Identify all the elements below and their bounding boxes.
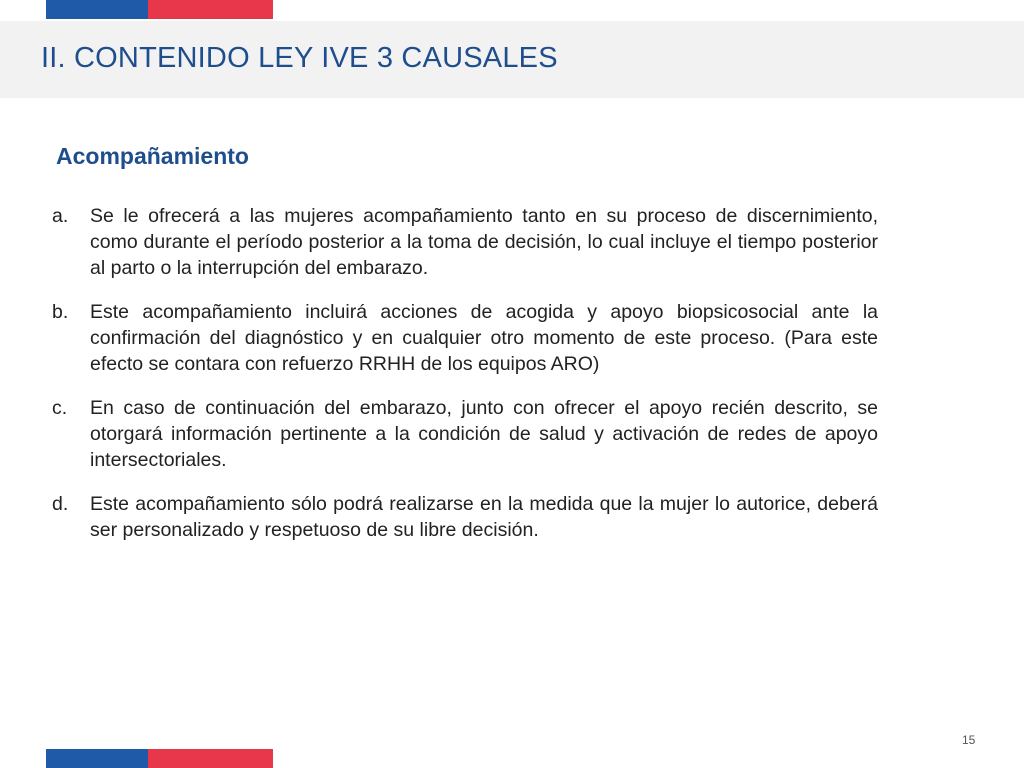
- list-item-c: [52, 395, 878, 473]
- flag-blue-segment: [46, 749, 148, 768]
- flag-blue-segment: [46, 0, 148, 19]
- list-item-text: En caso de continuación del embarazo, junto con ofrecer el apoyo recién descrito, se otorgará información pertinente a la condición de salud y activación de redes de apoyo intersectoriales.: [90, 397, 878, 471]
- list-item-letter: c.: [52, 397, 68, 419]
- list-item-a: [52, 203, 878, 281]
- flag-red-segment: [148, 0, 273, 19]
- page-number: 15: [962, 733, 976, 747]
- list-item-text: Este acompañamiento sólo podrá realizarse en la medida que la mujer lo autorice, deberá ser personalizado y respetuoso de su libre decisión.: [90, 493, 878, 541]
- bottom-flag-bar: [46, 749, 273, 768]
- content-list: [52, 203, 878, 561]
- list-item-letter: a.: [52, 205, 69, 227]
- list-item-letter: b.: [52, 301, 69, 323]
- top-flag-bar: [46, 0, 273, 19]
- list-item-text: Se le ofrecerá a las mujeres acompañamiento tanto en su proceso de discernimiento, como durante el período posterior a la toma de decisión, lo cual incluye el tiempo posterior al parto o la interrupción del embarazo.: [90, 205, 878, 279]
- flag-red-segment: [148, 749, 273, 768]
- list-item-text: Este acompañamiento incluirá acciones de acogida y apoyo biopsicosocial ante la confirmación del diagnóstico y en cualquier otro momento de este proceso. (Para este efecto se contara con refuerzo RRHH de los equipos ARO): [90, 301, 878, 375]
- section-heading: Acompañamiento: [56, 143, 249, 169]
- list-item-b: [52, 299, 878, 377]
- list-item-letter: d.: [52, 493, 69, 515]
- list-item-d: [52, 491, 878, 543]
- slide-title: II. CONTENIDO LEY IVE 3 CAUSALES: [41, 42, 558, 74]
